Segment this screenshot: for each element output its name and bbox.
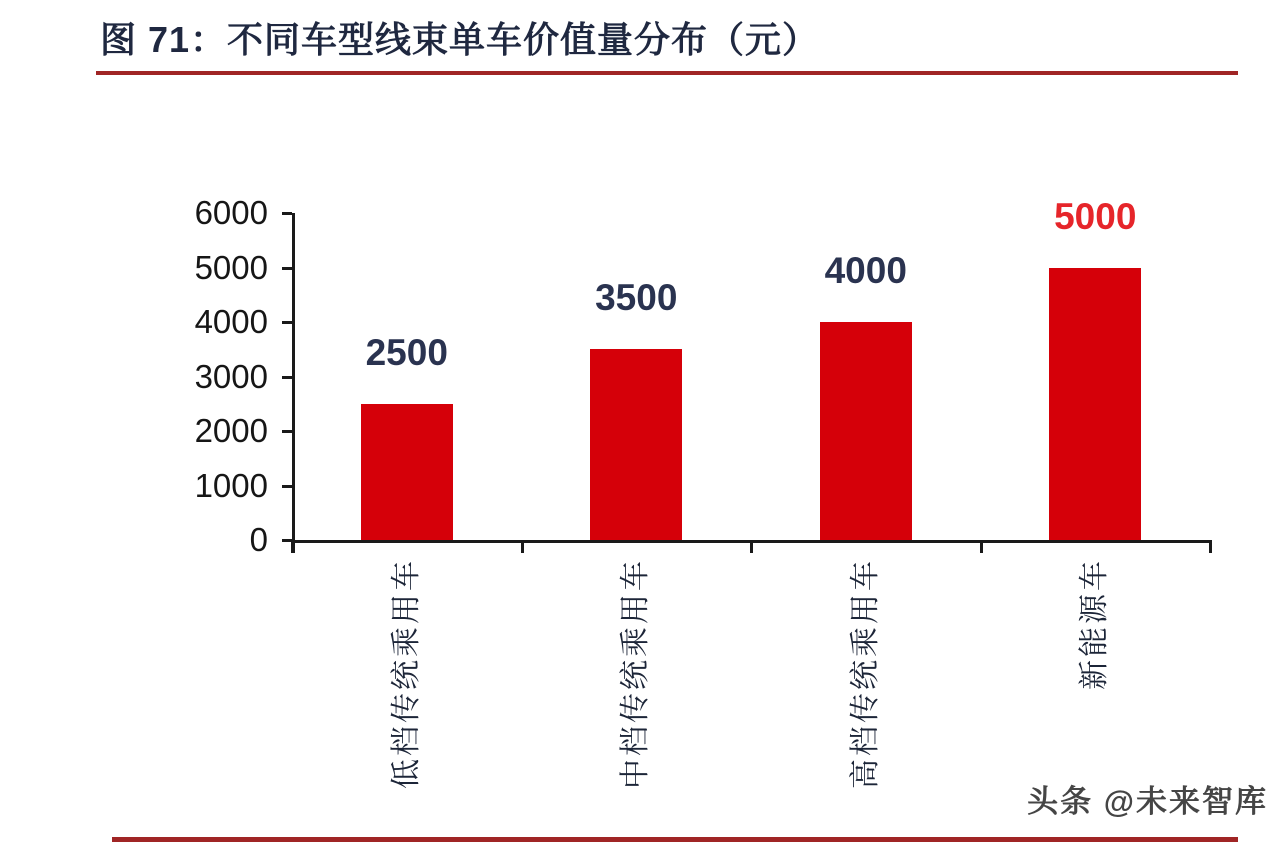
x-axis-tick [1209,540,1212,553]
watermark-text: 头条 @未来智库 [1027,784,1268,819]
bar [590,349,682,540]
x-axis-tick [291,540,294,553]
figure-title: 图 71：不同车型线束单车价值量分布（元） [100,19,820,60]
x-axis-category-label: 高档传统乘用车 [848,558,882,789]
y-axis-tick-label: 5000 [194,248,268,286]
x-axis-category-label: 新能源车 [1078,558,1112,690]
y-axis-tick-label: 4000 [194,303,268,340]
y-axis-tick-label: 0 [249,521,268,558]
bar [1049,268,1141,541]
x-axis-tick [750,540,753,553]
x-axis-tick [521,540,524,553]
bar [820,322,912,540]
bar-value-label: 2500 [365,331,448,373]
y-axis-tick [282,376,292,379]
bar-value-label: 4000 [824,250,907,291]
x-axis-category-label: 低档传统乘用车 [389,558,423,789]
y-axis-tick-label: 1000 [194,466,268,504]
y-axis-tick-label: 3000 [194,357,268,395]
y-axis-tick [282,212,292,215]
y-axis-tick [282,321,292,324]
y-axis-tick-label: 6000 [194,194,268,231]
bar [361,404,453,540]
y-axis-tick [282,430,292,433]
bottom-divider [112,837,1238,842]
bar-value-label: 5000 [1054,195,1137,237]
y-axis-line [292,213,295,553]
y-axis-tick [282,267,292,270]
x-axis-category-label: 中档传统乘用车 [619,558,653,789]
x-axis-tick [980,540,983,553]
y-axis-tick [282,485,292,488]
y-axis-tick-label: 2000 [194,412,268,449]
bar-value-label: 3500 [595,277,678,319]
